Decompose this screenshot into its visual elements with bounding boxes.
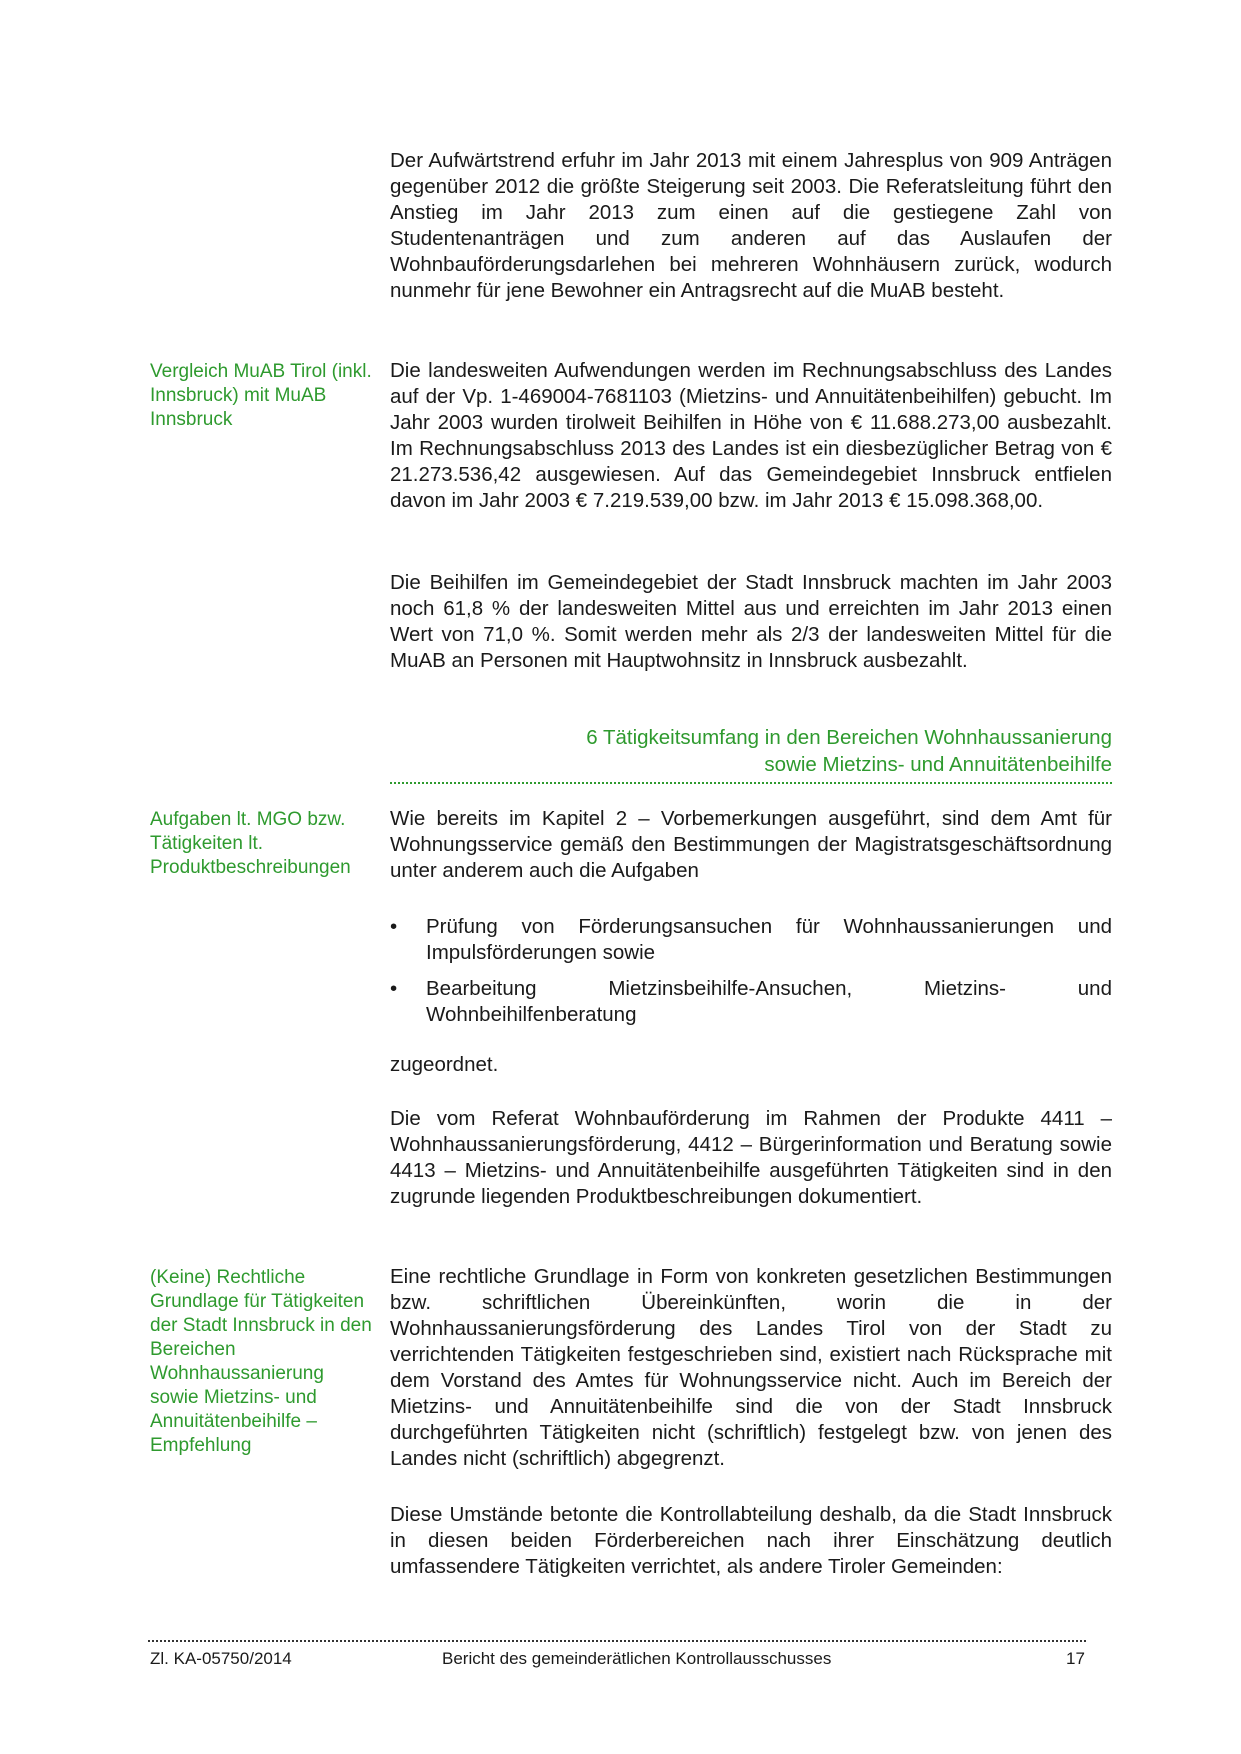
margin-note-rechtliche-grundlage: (Keine) Rechtliche Grundlage für Tätigkeiten der Stadt Innsbruck in den Bereichen Wohnhaussanierung sowie Mietzins- und Annuitätenbeihilfe – Empfehlung [150, 1267, 372, 1456]
paragraph-zugeordnet: zugeordnet. [390, 1053, 499, 1076]
footer-title: Bericht des gemeinderätlichen Kontrollausschusses [442, 1649, 832, 1668]
footer-divider [148, 1640, 1086, 1642]
bullet-icon: • [390, 977, 398, 1000]
bullet-icon: • [390, 915, 398, 938]
paragraph-umstaende: Diese Umstände betonte die Kontrollabteilung deshalb, da die Stadt Innsbruck in diesen beiden Förderbereichen nach ihrer Einschätzung deutlich umfassendere Tätigkeiten verrichtet, als andere Tiroler Gemeinden: [390, 1503, 1112, 1578]
paragraph-aufgaben-intro: Wie bereits im Kapitel 2 – Vorbemerkungen ausgeführt, sind dem Amt für Wohnungsservice gemäß den Bestimmungen der Magistratsgeschäftsordnung unter anderem auch die Aufgaben [390, 807, 1112, 882]
section-heading [390, 724, 1112, 784]
page-number: 17 [1066, 1649, 1085, 1668]
section-heading-line1: 6 Tätigkeitsumfang in den Bereichen Wohnhaussanierung [586, 726, 1112, 749]
list-item [390, 976, 1112, 1028]
section-heading-line2: sowie Mietzins- und Annuitätenbeihilfe [764, 753, 1112, 776]
paragraph-rechtliche-grundlage: Eine rechtliche Grundlage in Form von konkreten gesetzlichen Bestimmungen bzw. schriftlichen Übereinkünften, worin die in der Wohnhaussanierungsförderung des Landes Tirol von der Stadt zu verrichtenden Tätigkeiten festgeschrieben sind, existiert nach Rücksprache mit dem Vorstand des Amtes für Wohnungsservice nicht. Auch im Bereich der Mietzins- und Annuitätenbeihilfe sind die von der Stadt Innsbruck durchgeführten Tätigkeiten nicht (schriftlich) festgelegt bzw. von jenen des Landes nicht (schriftlich) abgegrenzt. [390, 1265, 1112, 1470]
footer-reference: Zl. KA-05750/2014 [150, 1649, 292, 1668]
list-item [390, 914, 1112, 966]
margin-note-vergleich: Vergleich MuAB Tirol (inkl. Innsbruck) mit MuAB Innsbruck [150, 361, 372, 430]
list-item-text: Bearbeitung Mietzinsbeihilfe-Ansuchen, Mietzins- und Wohnbeihilfenberatung [426, 977, 1112, 1026]
paragraph-muab-trend: Der Aufwärtstrend erfuhr im Jahr 2013 mit einem Jahresplus von 909 Anträgen gegenüber 2012 die größte Steigerung seit 2003. Die Referatsleitung führt den Anstieg im Jahr 2013 zum einen auf die gestiegene Zahl von Studentenanträgen und zum anderen auf das Auslaufen der Wohnbauförderungsdarlehen bei mehreren Wohnhäusern zurück, wodurch nunmehr für jene Bewohner ein Antragsrecht auf die MuAB besteht. [390, 149, 1112, 302]
task-list [390, 914, 1112, 1038]
margin-note-aufgaben: Aufgaben lt. MGO bzw. Tätigkeiten lt. Produktbeschreibungen [150, 809, 351, 878]
list-item-text: Prüfung von Förderungsansuchen für Wohnhaussanierungen und Impulsförderungen sowie [426, 915, 1112, 964]
paragraph-beihilfen-anteil: Die Beihilfen im Gemeindegebiet der Stadt Innsbruck machten im Jahr 2003 noch 61,8 % der landesweiten Mittel aus und erreichten im Jahr 2013 einen Wert von 71,0 %. Somit werden mehr als 2/3 der landesweiten Mittel für die MuAB an Personen mit Hauptwohnsitz in Innsbruck ausbezahlt. [390, 571, 1112, 672]
paragraph-produkte: Die vom Referat Wohnbauförderung im Rahmen der Produkte 4411 – Wohnhaussanierungsförderung, 4412 – Bürgerinformation und Beratung sowie 4413 – Mietzins- und Annuitätenbeihilfe ausgeführten Tätigkeiten sind in den zugrunde liegenden Produktbeschreibungen dokumentiert. [390, 1107, 1112, 1208]
paragraph-landesweite-aufwendungen: Die landesweiten Aufwendungen werden im Rechnungsabschluss des Landes auf der Vp. 1-469004-7681103 (Mietzins- und Annuitätenbeihilfen) gebucht. Im Jahr 2003 wurden tirolweit Beihilfen in Höhe von € 11.688.273,00 ausbezahlt. Im Rechnungsabschluss 2013 des Landes ist ein diesbezüglicher Betrag von € 21.273.536,42 ausgewiesen. Auf das Gemeindegebiet Innsbruck entfielen davon im Jahr 2003 € 7.219.539,00 bzw. im Jahr 2013 € 15.098.368,00. [390, 359, 1112, 512]
